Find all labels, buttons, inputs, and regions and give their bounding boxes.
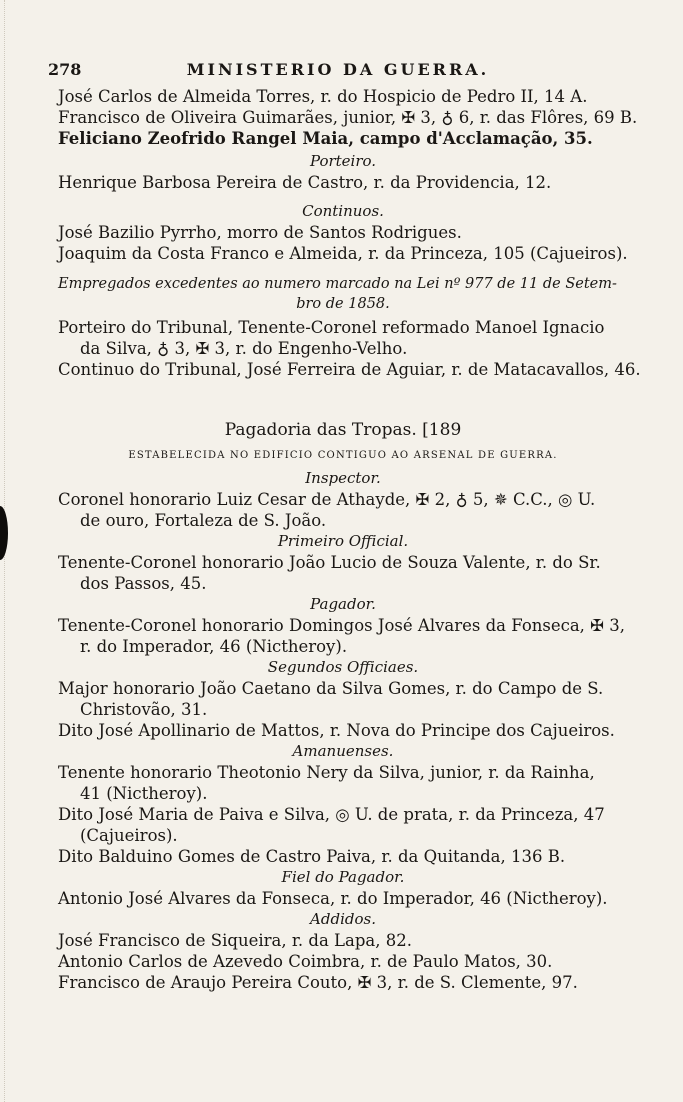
top-entries — [58, 86, 638, 149]
section-note: bro de 1858. — [296, 296, 390, 312]
page-number: 278 — [48, 60, 82, 79]
entry-line: dos Passos, 45. — [80, 574, 207, 593]
entry-line: Christovão, 31. — [80, 700, 208, 719]
entry-line: Francisco de Araujo Pereira Couto, ✠ 3, r. de S. Clemente, 97. — [58, 973, 578, 992]
entry-line: r. do Imperador, 46 (Nictheroy). — [80, 637, 348, 656]
entry-line: Joaquim da Costa Franco e Almeida, r. da Princeza, 105 (Cajueiros). — [58, 244, 628, 263]
entry-line: Major honorario João Caetano da Silva Gomes, r. do Campo de S. — [58, 679, 604, 698]
entry-line: Continuo do Tribunal, José Ferreira de Aguiar, r. de Matacavallos, 46. — [58, 360, 641, 379]
entry-line: (Cajueiros). — [80, 826, 178, 845]
section-heading: Inspector. — [305, 469, 381, 487]
ink-blot — [0, 506, 8, 560]
entry-line: Tenente-Coronel honorario João Lucio de Souza Valente, r. do Sr. — [58, 553, 601, 572]
excedentes-section — [58, 274, 641, 380]
entry-line: Tenente honorario Theotonio Nery da Silva, junior, r. da Rainha, — [58, 763, 595, 782]
section-heading: Fiel do Pagador. — [281, 868, 405, 886]
entry-line: 41 (Nictheroy). — [80, 784, 208, 803]
entry-line: Coronel honorario Luiz Cesar de Athayde, ✠ 2, ♁ 5, ✵ C.C., ◎ U. — [58, 490, 596, 509]
entry-line: Dito José Maria de Paiva e Silva, ◎ U. de prata, r. da Princeza, 47 — [58, 805, 605, 824]
section-heading: Amanuenses. — [292, 742, 394, 760]
running-title: MINISTERIO DA GUERRA. — [186, 60, 490, 79]
entry-line: Francisco de Oliveira Guimarães, junior, ✠ 3, ♁ 6, r. das Flôres, 69 B. — [58, 108, 638, 127]
section-subtitle: ESTABELECIDA NO EDIFICIO CONTIGUO AO ARSENAL DE GUERRA. — [128, 450, 558, 461]
pagadoria-section — [58, 420, 628, 993]
entry-line: José Francisco de Siqueira, r. da Lapa, 82. — [58, 931, 412, 950]
entry-line: Henrique Barbosa Pereira de Castro, r. da Providencia, 12. — [58, 173, 552, 192]
continuos-section — [58, 201, 628, 264]
section-title: Pagadoria das Tropas. [189 — [224, 420, 462, 440]
porteiro-section — [58, 151, 628, 193]
section-heading: Primeiro Official. — [277, 532, 409, 550]
entry-line: Tenente-Coronel honorario Domingos José Alvares da Fonseca, ✠ 3, — [58, 616, 625, 635]
section-note: Empregados excedentes ao numero marcado na Lei nº 977 de 11 de Setem- — [58, 276, 617, 292]
section-heading: Segundos Officiaes. — [267, 658, 419, 676]
entry-line: José Bazilio Pyrrho, morro de Santos Rodrigues. — [58, 223, 462, 242]
entry-line: Porteiro do Tribunal, Tenente-Coronel reformado Manoel Ignacio — [58, 318, 605, 337]
page-header — [48, 60, 628, 84]
entry-line: Dito José Apollinario de Mattos, r. Nova do Principe dos Cajueiros. — [58, 721, 615, 740]
entry-line: da Silva, ♁ 3, ✠ 3, r. do Engenho-Velho. — [80, 339, 408, 358]
section-heading: Pagador. — [310, 595, 376, 613]
entry-line: José Carlos de Almeida Torres, r. do Hospicio de Pedro II, 14 A. — [58, 87, 588, 106]
entry-line: Antonio Carlos de Azevedo Coimbra, r. de Paulo Matos, 30. — [58, 952, 553, 971]
section-heading: Addidos. — [310, 910, 376, 928]
section-heading: Porteiro. — [309, 152, 377, 170]
section-heading: Continuos. — [302, 202, 384, 220]
entry-line: Dito Balduino Gomes de Castro Paiva, r. da Quitanda, 136 B. — [58, 847, 566, 866]
entry-line: Feliciano Zeofrido Rangel Maia, campo d'Acclamação, 35. — [58, 129, 593, 148]
entry-line: Antonio José Alvares da Fonseca, r. do Imperador, 46 (Nictheroy). — [58, 889, 608, 908]
entry-line: de ouro, Fortaleza de S. João. — [80, 511, 327, 530]
